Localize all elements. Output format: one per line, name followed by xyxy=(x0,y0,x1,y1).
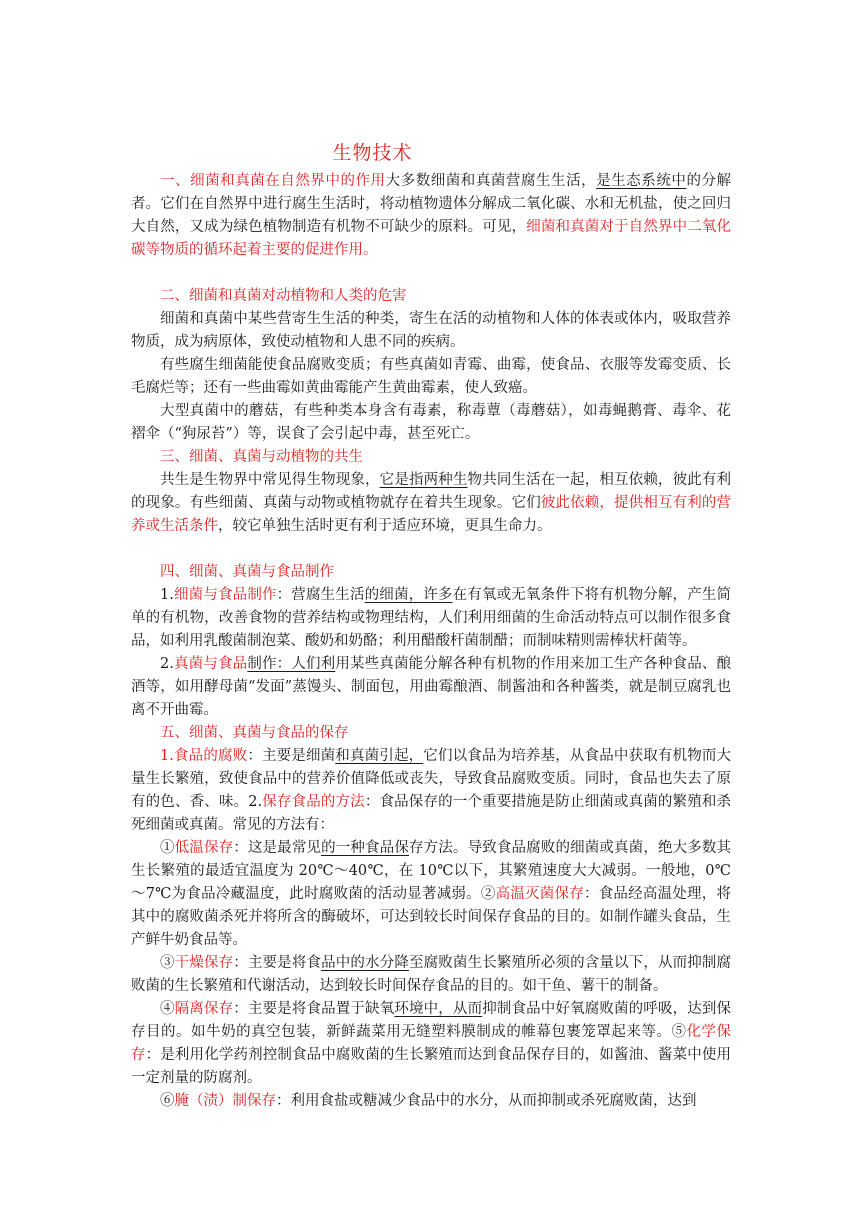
underlined-text: 是生态系统中 xyxy=(596,173,687,189)
highlighted-text: 隔离保存 xyxy=(174,1001,234,1017)
section-5-heading: 五、细菌、真菌与食品的保存 xyxy=(160,725,349,741)
underlined-text: 它是指两种生 xyxy=(379,472,468,488)
item-number: 2. xyxy=(248,794,263,810)
text-run: 存方法。导致食品腐败的细菌或真菌，绝大多数其生长繁殖的最适宜温度为 20℃～40℃，在 10℃以下，其繁殖速度大大减弱。一般地，0℃～7℃为食品冷藏温度，此时腐败菌的活动显著减弱。 xyxy=(131,840,732,902)
text-run: 在有氧或无氧条件下将有机物分解，产生简单的有机物，改善食物的营养结构或物理结构，人们利用细菌的生命活动特点可以制作很多食品，如利用乳酸菌制泡菜、酸奶和奶酪；利用醋酸杆菌制醋；而制味精则需棒状杆菌等。 xyxy=(131,587,732,649)
text-run: 它们以食品为培养基，从食品中获取有机物而大量生长繁殖，致使食品中的营养价值降低或丧失，导致食品腐败变质。同时，食品也失去了原有的色、香、味。 xyxy=(131,748,732,810)
section-3-heading: 三、细菌、真菌与动植物的共生 xyxy=(160,449,363,465)
blank-line xyxy=(131,262,731,285)
text-run: ：营腐生生活 xyxy=(276,587,365,603)
circled-number: ⑥ xyxy=(160,1093,175,1109)
text-run: 至腐败菌生长繁殖所必须的含量以下，从而抑制腐败菌的生长繁殖和代谢活动，达到较长时间保存食品的目的。如干鱼、薯干的制备。 xyxy=(131,955,732,994)
item-number: 1. xyxy=(160,587,174,603)
text-run: ，较它单独生活时更有利于适应环境，更具生命力。 xyxy=(218,518,552,534)
text-run: ：主要是将食品置于缺氧 xyxy=(233,1001,395,1017)
section-2-paragraph-2: 有些腐生细菌能使食品腐败变质；有些真菌如青霉、曲霉，使食品、衣服等发霉变质、长毛腐烂等；还有一些曲霉如黄曲霉能产生黄曲霉素，使人致癌。 xyxy=(131,357,731,396)
text-run: 用某些真菌能分解各种有机物的作用来加工生产各种食品、酿酒等，如用酵母菌“发面”蒸馒头、制面包，用曲霉酿酒、制酱油和各种酱类，就是制豆腐乳也离不开曲霉。 xyxy=(131,656,732,718)
highlighted-text: 细菌和真菌对于自然界中二氧化碳等物质的循环起着主要的促进作用。 xyxy=(131,219,732,258)
section-5-paragraph-2 xyxy=(131,837,731,952)
text-run: ：是利用化学药剂控制食品中腐败菌的生长繁殖而达到食品保存目的，如酱油、酱菜中使用一定剂量的防腐剂。 xyxy=(131,1047,731,1086)
section-2-heading: 二、细菌和真菌对动植物和人类的危害 xyxy=(160,288,407,304)
highlighted-text: 腌（渍）制保存 xyxy=(174,1093,276,1109)
circled-number: ⑤ xyxy=(671,1024,687,1040)
highlighted-text: 保存食品的方法 xyxy=(262,794,365,810)
section-3-paragraph xyxy=(131,469,731,538)
text-run: ：主要是将食 xyxy=(233,955,322,971)
underlined-text: 和真菌引起， xyxy=(335,748,424,764)
highlighted-text: 真菌与食品 xyxy=(173,656,248,672)
section-4-paragraph-1 xyxy=(131,584,731,653)
document-body xyxy=(131,170,731,1113)
text-run: 共生是生物界中常见得生物现象， xyxy=(160,472,380,488)
section-4-paragraph-2 xyxy=(131,653,731,722)
text-run: 抑制食品中好氧腐败菌的呼吸，达到保存目的。如牛奶的真空包装，新鲜蔬菜用无缝塑料膜制成的帷幕包裹笼罩起来等。 xyxy=(131,1001,732,1040)
text-run: ：利用食盐或糖减少食品中的水分，从而抑制或杀死腐败菌，达到 xyxy=(276,1093,697,1109)
text-run: 的分解者。它们在自然界中进行腐生生活时，将动植物遗体分解成二氧化碳、水和无机盐，使之回归大自然，又成为绿色植物制造有机物不可缺少的原料。可见， xyxy=(131,173,732,235)
section-5-paragraph-1 xyxy=(131,745,731,837)
page-title: 生物技术 xyxy=(332,142,413,164)
item-number: 2. xyxy=(160,656,174,672)
section-2-paragraph-1: 细菌和真菌中某些营寄生生活的种类，寄生在活的动植物和人体的体表或体内，吸取营养物质，成为病原体，致使动植物和人患不同的疾病。 xyxy=(131,311,731,350)
highlighted-text: 细菌与食品制作 xyxy=(173,587,277,603)
highlighted-text: 低温保存 xyxy=(174,840,234,856)
text-run: ：食品经高温处理，将其中的腐败菌杀死并将所含的酶破坏，可达到较长时间保存食品的目的。如制作罐头食品，生产鲜牛奶食品等。 xyxy=(131,886,732,948)
section-5-paragraph-3 xyxy=(131,952,731,998)
blank-line xyxy=(131,538,731,561)
section-1-heading: 一、细菌和真菌在自然界中的作用 xyxy=(160,173,386,189)
section-5-paragraph-4 xyxy=(131,998,731,1090)
text-run: ：食品保存的一个重要措施是防止细菌或真菌的繁殖和杀死细菌或真菌。常见的方法有： xyxy=(131,794,732,833)
underlined-text: 的一种食品保 xyxy=(321,840,409,856)
highlighted-text: 干燥保存 xyxy=(174,955,234,971)
section-5-paragraph-5 xyxy=(131,1090,731,1113)
highlighted-text: 彼此依赖，提供相互有利的营养或生活条件 xyxy=(131,495,732,534)
underlined-text: 的细菌，许多 xyxy=(364,587,453,603)
highlighted-text: 化学保存 xyxy=(131,1024,732,1063)
highlighted-text: 1.食品的腐败 xyxy=(160,748,248,764)
section-2-paragraph-3: 大型真菌中的蘑菇，有些种类本身含有毒素，称毒蕈（毒蘑菇），如毒蝇鹅膏、毒伞、花褶伞（“狗尿苔”）等，误食了会引起中毒，甚至死亡。 xyxy=(131,403,731,442)
text-run: ：主要是细菌 xyxy=(247,748,336,764)
circled-number: ② xyxy=(480,886,496,902)
text-run: 大多数细菌和真菌营腐生生活， xyxy=(385,173,597,189)
underlined-text: 环境中，从而 xyxy=(394,1001,483,1017)
underlined-text: 品中的水分降 xyxy=(321,955,409,971)
circled-number: ③ xyxy=(160,955,175,971)
circled-number: ① xyxy=(160,840,175,856)
highlighted-text: 高温灭菌保存 xyxy=(495,886,584,902)
section-4-heading: 四、细菌、真菌与食品制作 xyxy=(160,564,334,580)
text-run: ：这是最常见 xyxy=(233,840,322,856)
section-1-paragraph xyxy=(131,170,731,262)
underlined-text: 制作：人们利 xyxy=(247,656,336,672)
circled-number: ④ xyxy=(160,1001,175,1017)
text-run: 物共同生活在一起，相互依赖，彼此有利的现象。有些细菌、真菌与动物或植物就存在着共生现象。它们 xyxy=(131,472,732,511)
